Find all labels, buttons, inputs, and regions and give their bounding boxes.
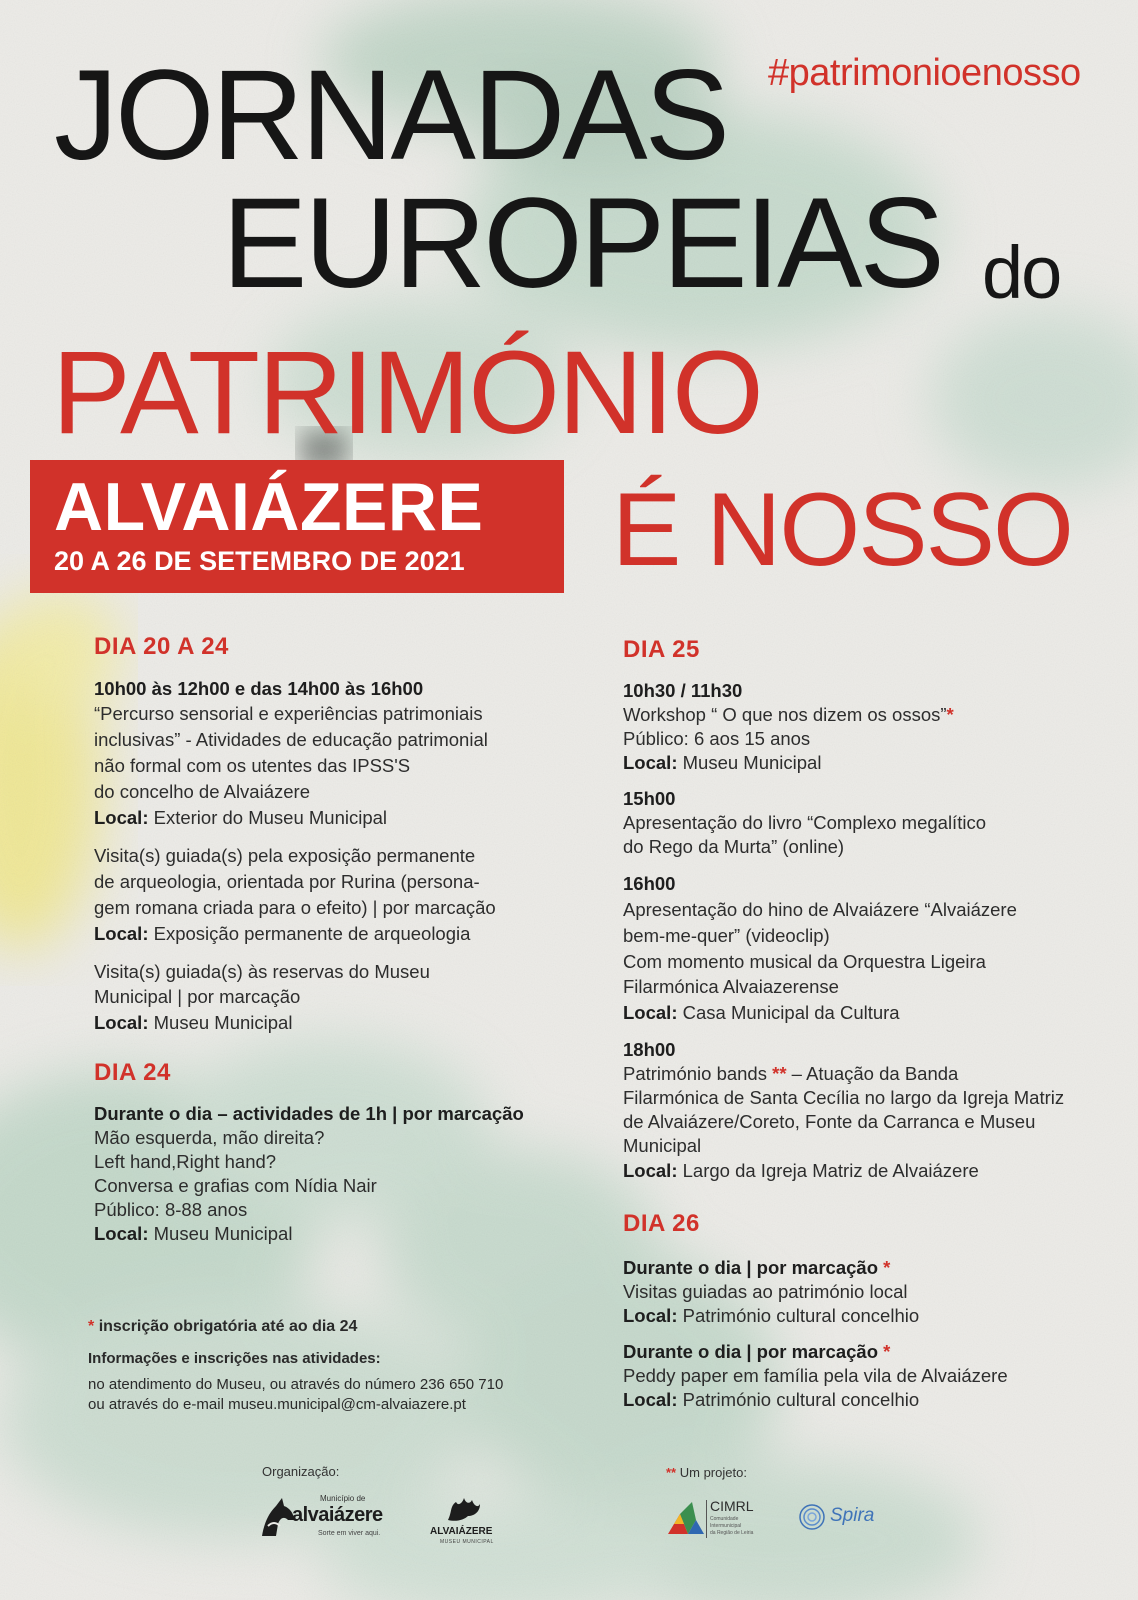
event-line: Peddy paper em família pela vila de Alvaiázere <box>623 1365 1008 1387</box>
divider <box>706 1500 707 1538</box>
spira-logo <box>797 1502 881 1534</box>
logo-municipio-tagline: Sorte em viver aqui. <box>318 1530 381 1537</box>
asterisk: ** <box>772 1063 787 1085</box>
organization-label: Organização: <box>262 1464 340 1479</box>
event-block <box>623 679 1113 775</box>
municipio-logo <box>258 1494 393 1548</box>
event-location <box>623 1159 1113 1183</box>
event-line: Filarmónica Alvaiazerense <box>623 976 839 998</box>
location-value: Museu Municipal <box>153 1223 293 1244</box>
asterisk: * <box>88 1318 95 1335</box>
registration-note-text: inscrição obrigatória até ao dia 24 <box>98 1318 358 1335</box>
event-time-row <box>623 1256 1113 1280</box>
location-label: Local: <box>623 751 678 773</box>
event-block <box>623 1256 1113 1328</box>
event-block <box>94 959 564 1037</box>
cimrl-emblem-icon <box>666 1500 706 1538</box>
location-label: Local: <box>623 1002 678 1024</box>
logo-museu-sub: MUSEU MUNICIPAL <box>440 1539 494 1545</box>
event-line: Com momento musical da Orquestra Ligeira <box>623 950 986 972</box>
event-block <box>623 1038 1113 1182</box>
logo-cimrl-sub2: Intermunicipal <box>710 1523 742 1529</box>
event-line: “Percurso sensorial e experiências patrimoniais <box>94 703 483 725</box>
event-line: Mão esquerda, mão direita? <box>94 1126 325 1148</box>
logo-museu-name: ALVAIÁZERE <box>430 1526 493 1537</box>
event-line: Visita(s) guiada(s) às reservas do Museu <box>94 960 430 982</box>
event-line: Visitas guiadas ao património local <box>623 1281 908 1303</box>
location-value: Casa Municipal da Cultura <box>682 1002 900 1024</box>
event-block <box>623 1340 1113 1412</box>
event-line: Apresentação do livro “Complexo megalítico <box>623 811 986 833</box>
program-left-column <box>94 630 564 1258</box>
title-e-nosso: É NOSSO <box>612 472 1072 588</box>
event-block <box>94 843 564 947</box>
asterisk: * <box>883 1257 891 1279</box>
event-line: Municipal <box>623 1135 702 1157</box>
banner-dates: 20 A 26 DE SETEMBRO DE 2021 <box>54 546 465 576</box>
event-block <box>623 787 1113 859</box>
asterisk: * <box>946 703 954 725</box>
event-line: Filarmónica de Santa Cecília no largo da Igreja Matriz <box>623 1087 1065 1109</box>
day-heading-25: DIA 25 <box>623 636 700 663</box>
event-line: inclusivas” - Atividades de educação patrimonial <box>94 729 488 751</box>
day-heading-26: DIA 26 <box>623 1209 700 1237</box>
logo-cimrl-sub1: Comunidade <box>710 1516 739 1522</box>
project-label-text: Um projeto: <box>679 1465 747 1480</box>
event-location <box>94 1010 564 1036</box>
event-time-row <box>623 1340 1113 1364</box>
event-title-rest: – Atuação da Banda <box>786 1063 959 1085</box>
spiral-icon <box>797 1502 827 1532</box>
event-location <box>94 921 564 947</box>
event-line: Left hand,Right hand? <box>94 1150 277 1172</box>
logo-municipio-name: alvaiázere <box>292 1504 383 1526</box>
event-line <box>623 703 1113 727</box>
event-line: não formal com os utentes das IPSS'S <box>94 755 411 777</box>
event-location <box>94 805 564 831</box>
day-heading-24: DIA 24 <box>94 1059 171 1087</box>
event-time: Durante o dia – actividades de 1h | por marcação <box>94 1102 524 1124</box>
event-time: 16h00 <box>623 872 676 894</box>
event-line: gem romana criada para o efeito) | por marcação <box>94 896 496 918</box>
event-title: Workshop “ O que nos dizem os ossos” <box>623 703 947 725</box>
title-europeias: EUROPEIAS <box>222 172 942 315</box>
event-time: 10h00 às 12h00 e das 14h00 às 16h00 <box>94 677 424 699</box>
event-line: Público: 8-88 anos <box>94 1198 248 1220</box>
event-line: Conversa e grafias com Nídia Nair <box>94 1174 377 1196</box>
asterisk: ** <box>666 1465 677 1480</box>
event-location <box>623 1000 1113 1026</box>
event-line: Visita(s) guiada(s) pela exposição permanente <box>94 844 476 866</box>
location-label: Local: <box>94 1012 149 1034</box>
event-line: de Alvaiázere/Coreto, Fonte da Carranca e Museu <box>623 1111 1036 1133</box>
location-value: Património cultural concelhio <box>682 1305 920 1327</box>
event-line: Público: 6 aos 15 anos <box>623 727 811 749</box>
registration-info <box>88 1318 568 1416</box>
location-label: Local: <box>623 1159 678 1181</box>
logo-cimrl-sub3: da Região de Leiria <box>710 1530 754 1536</box>
day-heading-20-24: DIA 20 A 24 <box>94 633 229 660</box>
event-title: Património bands <box>623 1063 773 1085</box>
event-line: do concelho de Alvaiázere <box>94 781 310 803</box>
event-line: Municipal | por marcação <box>94 986 301 1008</box>
location-value: Exposição permanente de arqueologia <box>153 922 471 944</box>
asterisk: * <box>883 1341 891 1363</box>
program-right-column <box>623 633 1113 1424</box>
location-value: Exterior do Museu Municipal <box>153 807 388 829</box>
project-label <box>666 1465 747 1480</box>
info-title: Informações e inscrições nas atividades: <box>88 1350 381 1367</box>
event-time: Durante o dia | por marcação <box>623 1257 878 1279</box>
location-label: Local: <box>623 1305 678 1327</box>
info-line: no atendimento do Museu, ou através do número 236 650 710 <box>88 1376 504 1393</box>
oak-leaf-icon <box>444 1494 484 1524</box>
location-label: Local: <box>94 1223 149 1244</box>
event-line: bem-me-quer” (videoclip) <box>623 924 830 946</box>
location-label: Local: <box>94 807 149 829</box>
location-value: Património cultural concelhio <box>682 1389 920 1411</box>
location-banner <box>30 460 564 593</box>
location-label: Local: <box>623 1389 678 1411</box>
event-line <box>623 1062 1113 1086</box>
event-time: 10h30 / 11h30 <box>623 679 743 701</box>
banner-city: ALVAIÁZERE <box>54 469 484 545</box>
logo-spira-name: Spira <box>830 1505 875 1526</box>
event-block <box>94 1102 564 1246</box>
event-time: 18h00 <box>623 1039 676 1061</box>
logo-municipio-label: Município de <box>320 1494 366 1503</box>
title-patrimonio: PATRIMÓNIO <box>52 327 762 459</box>
title-do: do <box>982 231 1061 314</box>
location-value: Museu Municipal <box>153 1012 293 1034</box>
event-time: 15h00 <box>623 787 676 809</box>
event-location <box>623 1304 1113 1328</box>
title-jornadas: JORNADAS <box>54 44 727 187</box>
event-time: Durante o dia | por marcação <box>623 1341 878 1363</box>
logo-cimrl-name: CIMRL <box>710 1498 754 1514</box>
event-location <box>623 751 1113 775</box>
location-label: Local: <box>94 922 149 944</box>
info-line: ou através do e-mail museu.municipal@cm-alvaiazere.pt <box>88 1396 466 1414</box>
cimrl-logo <box>666 1496 762 1542</box>
registration-note <box>88 1318 568 1336</box>
location-value: Largo da Igreja Matriz de Alvaiázere <box>682 1159 979 1181</box>
location-value: Museu Municipal <box>682 751 822 773</box>
event-block <box>623 871 1113 1026</box>
event-block <box>94 676 564 831</box>
event-line: do Rego da Murta” (online) <box>623 835 845 857</box>
event-line: de arqueologia, orientada por Rurina (persona- <box>94 870 480 892</box>
event-line: Apresentação do hino de Alvaiázere “Alvaiázere <box>623 898 1017 920</box>
museu-logo <box>430 1494 500 1548</box>
event-location <box>94 1222 564 1246</box>
event-location <box>623 1388 1113 1412</box>
hashtag: #patrimonioenosso <box>768 52 1081 94</box>
